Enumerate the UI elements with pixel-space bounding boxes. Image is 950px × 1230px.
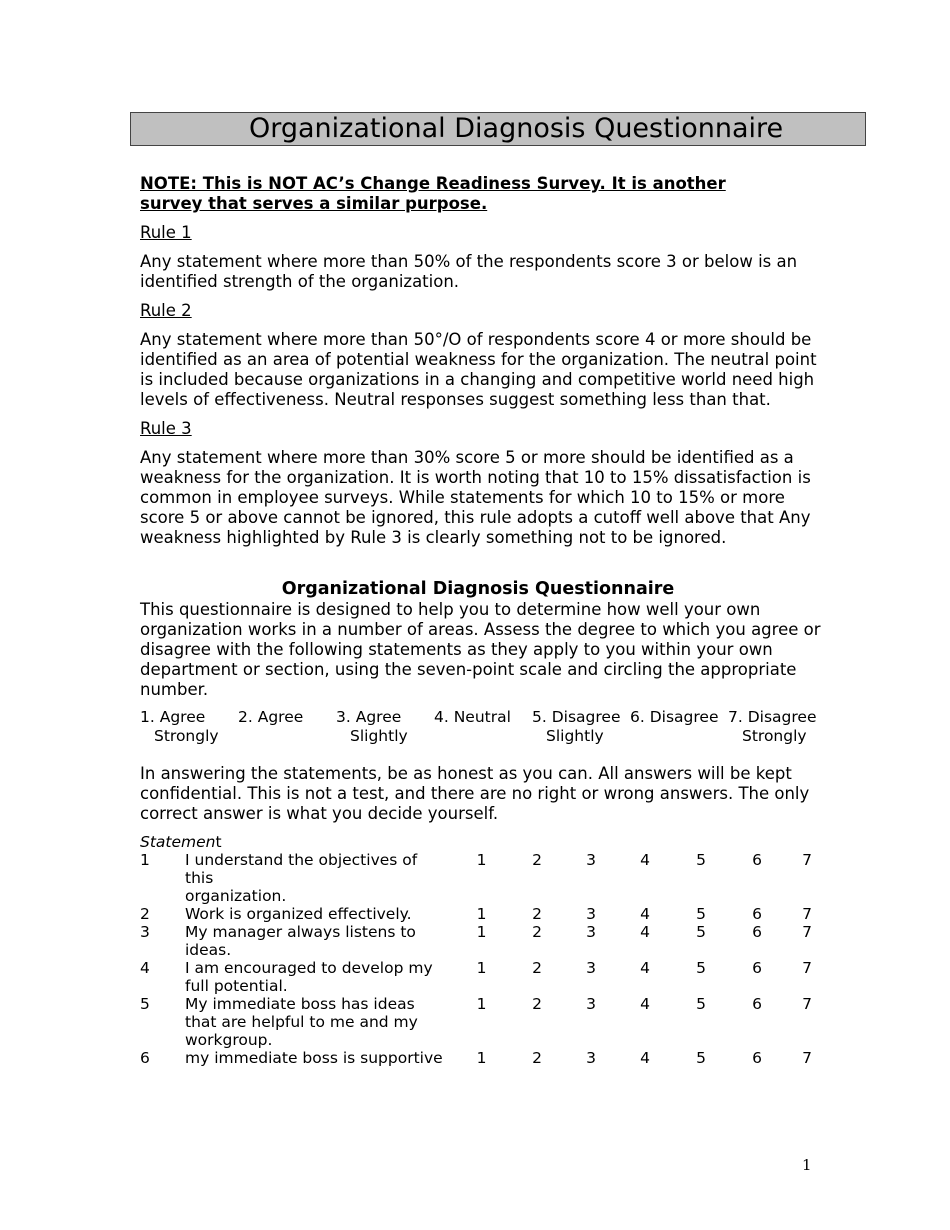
statement-text bbox=[185, 1049, 453, 1067]
statement-text bbox=[185, 995, 453, 1049]
scale-item bbox=[238, 708, 303, 727]
score-option[interactable]: 6 bbox=[752, 923, 762, 941]
note-line-2: survey that serves a similar purpose. bbox=[140, 194, 488, 213]
score-option[interactable]: 7 bbox=[802, 851, 812, 869]
rating-scale bbox=[140, 708, 830, 746]
score-option[interactable]: 2 bbox=[532, 923, 542, 941]
scale-label: 6. Disagree bbox=[630, 708, 719, 726]
rule-3-text: Any statement where more than 30% score 5 or more should be identified as a weakness for the organization. It is worth noting that 10 to 15% dissatisfaction is common in employee surveys. While statements for which 10 to 15% or more score 5 or above cannot be ignored, this rule adopts a cutoff well above that Any weakness highlighted by Rule 3 is clearly something not to be ignored. bbox=[140, 448, 811, 547]
statement-text bbox=[185, 905, 453, 923]
score-option[interactable]: 4 bbox=[640, 923, 650, 941]
rule-2-heading: Rule 2 bbox=[140, 301, 192, 320]
statement-number: 3 bbox=[140, 923, 150, 941]
score-option[interactable]: 2 bbox=[532, 851, 542, 869]
questionnaire-intro: This questionnaire is designed to help you to determine how well your own organization works in a number of areas. Assess the degree to which you agree or disagree with the following statements as they apply to you within your own department or section, using the seven-point scale and circling the appropriate number. bbox=[140, 600, 821, 699]
statement-number: 5 bbox=[140, 995, 150, 1013]
score-option[interactable]: 5 bbox=[696, 923, 706, 941]
statement-text-line: I am encouraged to develop my bbox=[185, 959, 433, 977]
statement-text bbox=[185, 959, 453, 995]
score-option[interactable]: 2 bbox=[532, 1049, 542, 1067]
page-title: Organizational Diagnosis Questionnaire bbox=[130, 112, 866, 146]
statement-text-line: ideas. bbox=[185, 941, 232, 959]
score-option[interactable]: 3 bbox=[586, 851, 596, 869]
scale-item bbox=[434, 708, 511, 727]
rule-1-heading: Rule 1 bbox=[140, 223, 192, 242]
rule-1-text: Any statement where more than 50% of the respondents score 3 or below is an identified strength of the organization. bbox=[140, 252, 798, 291]
score-option[interactable]: 6 bbox=[752, 851, 762, 869]
statement-text-line: full potential. bbox=[185, 977, 288, 995]
scale-sublabel: Slightly bbox=[350, 727, 408, 745]
score-option[interactable]: 7 bbox=[802, 995, 812, 1013]
statements-table bbox=[140, 851, 830, 1067]
scale-label: 2. Agree bbox=[238, 708, 304, 726]
score-option[interactable]: 7 bbox=[802, 923, 812, 941]
statement-text-line: workgroup. bbox=[185, 1031, 273, 1049]
statement-text-line: organization. bbox=[185, 887, 287, 905]
score-option[interactable]: 1 bbox=[476, 851, 487, 869]
score-option[interactable]: 4 bbox=[640, 905, 650, 923]
statement-text-line: Work is organized effectively. bbox=[185, 905, 412, 923]
score-option[interactable]: 1 bbox=[476, 923, 487, 941]
score-option[interactable]: 6 bbox=[752, 959, 762, 977]
statement-number: 1 bbox=[140, 851, 150, 869]
statement-text-line: this bbox=[185, 869, 214, 887]
scale-sublabel: Slightly bbox=[546, 727, 604, 745]
statement-number: 4 bbox=[140, 959, 150, 977]
statement-number: 6 bbox=[140, 1049, 150, 1067]
statement-text-line: my immediate boss is supportive bbox=[185, 1049, 443, 1067]
score-option[interactable]: 2 bbox=[532, 959, 542, 977]
scale-sublabel: Strongly bbox=[154, 727, 219, 745]
page-number: 1 bbox=[802, 1156, 812, 1174]
score-option[interactable]: 4 bbox=[640, 959, 650, 977]
statement-text-line: that are helpful to me and my bbox=[185, 1013, 418, 1031]
score-option[interactable]: 5 bbox=[696, 851, 706, 869]
score-option[interactable]: 2 bbox=[532, 995, 542, 1013]
score-option[interactable]: 1 bbox=[476, 959, 487, 977]
score-option[interactable]: 4 bbox=[640, 851, 650, 869]
scale-item bbox=[532, 708, 620, 746]
table-row bbox=[140, 1049, 830, 1067]
scale-item bbox=[336, 708, 408, 746]
score-option[interactable]: 1 bbox=[476, 1049, 487, 1067]
score-option[interactable]: 4 bbox=[640, 1049, 650, 1067]
score-option[interactable]: 5 bbox=[696, 905, 706, 923]
score-option[interactable]: 5 bbox=[696, 959, 706, 977]
questionnaire-title: Organizational Diagnosis Questionnaire bbox=[281, 579, 675, 599]
table-row bbox=[140, 905, 830, 923]
score-option[interactable]: 3 bbox=[586, 1049, 596, 1067]
scale-label: 1. Agree bbox=[140, 708, 206, 726]
scale-item bbox=[630, 708, 718, 727]
score-option[interactable]: 5 bbox=[696, 995, 706, 1013]
score-option[interactable]: 3 bbox=[586, 995, 596, 1013]
note bbox=[140, 174, 830, 214]
score-option[interactable]: 3 bbox=[586, 923, 596, 941]
score-option[interactable]: 7 bbox=[802, 1049, 812, 1067]
score-option[interactable]: 3 bbox=[586, 905, 596, 923]
score-option[interactable]: 7 bbox=[802, 905, 812, 923]
statement-header bbox=[140, 833, 830, 851]
statement-text bbox=[185, 923, 453, 959]
score-option[interactable]: 1 bbox=[476, 995, 487, 1013]
score-option[interactable]: 7 bbox=[802, 959, 812, 977]
scale-label: 3. Agree bbox=[336, 708, 402, 726]
table-row bbox=[140, 995, 830, 1049]
statement-text-line: I understand the objectives of bbox=[185, 851, 418, 869]
score-option[interactable]: 1 bbox=[476, 905, 487, 923]
statement-header-text: Statemen bbox=[140, 833, 216, 851]
table-row bbox=[140, 923, 830, 959]
score-option[interactable]: 6 bbox=[752, 905, 762, 923]
rule-3-heading: Rule 3 bbox=[140, 419, 192, 438]
score-option[interactable]: 5 bbox=[696, 1049, 706, 1067]
statement-header-suffix: t bbox=[215, 833, 222, 851]
instructions: In answering the statements, be as honest as you can. All answers will be kept confidential. This is not a test, and there are no right or wrong answers. The only correct answer is what you decide yourself. bbox=[140, 764, 810, 823]
statement-number: 2 bbox=[140, 905, 150, 923]
scale-label: 5. Disagree bbox=[532, 708, 621, 726]
table-row bbox=[140, 959, 830, 995]
table-row bbox=[140, 851, 830, 905]
score-option[interactable]: 6 bbox=[752, 1049, 762, 1067]
statement-text bbox=[185, 851, 453, 905]
score-option[interactable]: 4 bbox=[640, 995, 650, 1013]
statement-text-line: My immediate boss has ideas bbox=[185, 995, 415, 1013]
note-line-1: NOTE: This is NOT AC’s Change Readiness Survey. It is another bbox=[140, 174, 726, 193]
scale-sublabel: Strongly bbox=[742, 727, 807, 745]
rule-2-text: Any statement where more than 50°/O of respondents score 4 or more should be identified as an area of potential weakness for the organization. The neutral point is included because organizations in a changing and competitive world need high levels of effectiveness. Neutral responses suggest something less than that. bbox=[140, 330, 817, 409]
score-option[interactable]: 3 bbox=[586, 959, 596, 977]
statement-text-line: My manager always listens to bbox=[185, 923, 416, 941]
scale-item bbox=[140, 708, 219, 746]
document-body bbox=[140, 174, 830, 1067]
scale-label: 7. Disagree bbox=[728, 708, 817, 726]
score-option[interactable]: 6 bbox=[752, 995, 762, 1013]
score-option[interactable]: 2 bbox=[532, 905, 542, 923]
scale-item bbox=[728, 708, 816, 746]
scale-label: 4. Neutral bbox=[434, 708, 511, 726]
